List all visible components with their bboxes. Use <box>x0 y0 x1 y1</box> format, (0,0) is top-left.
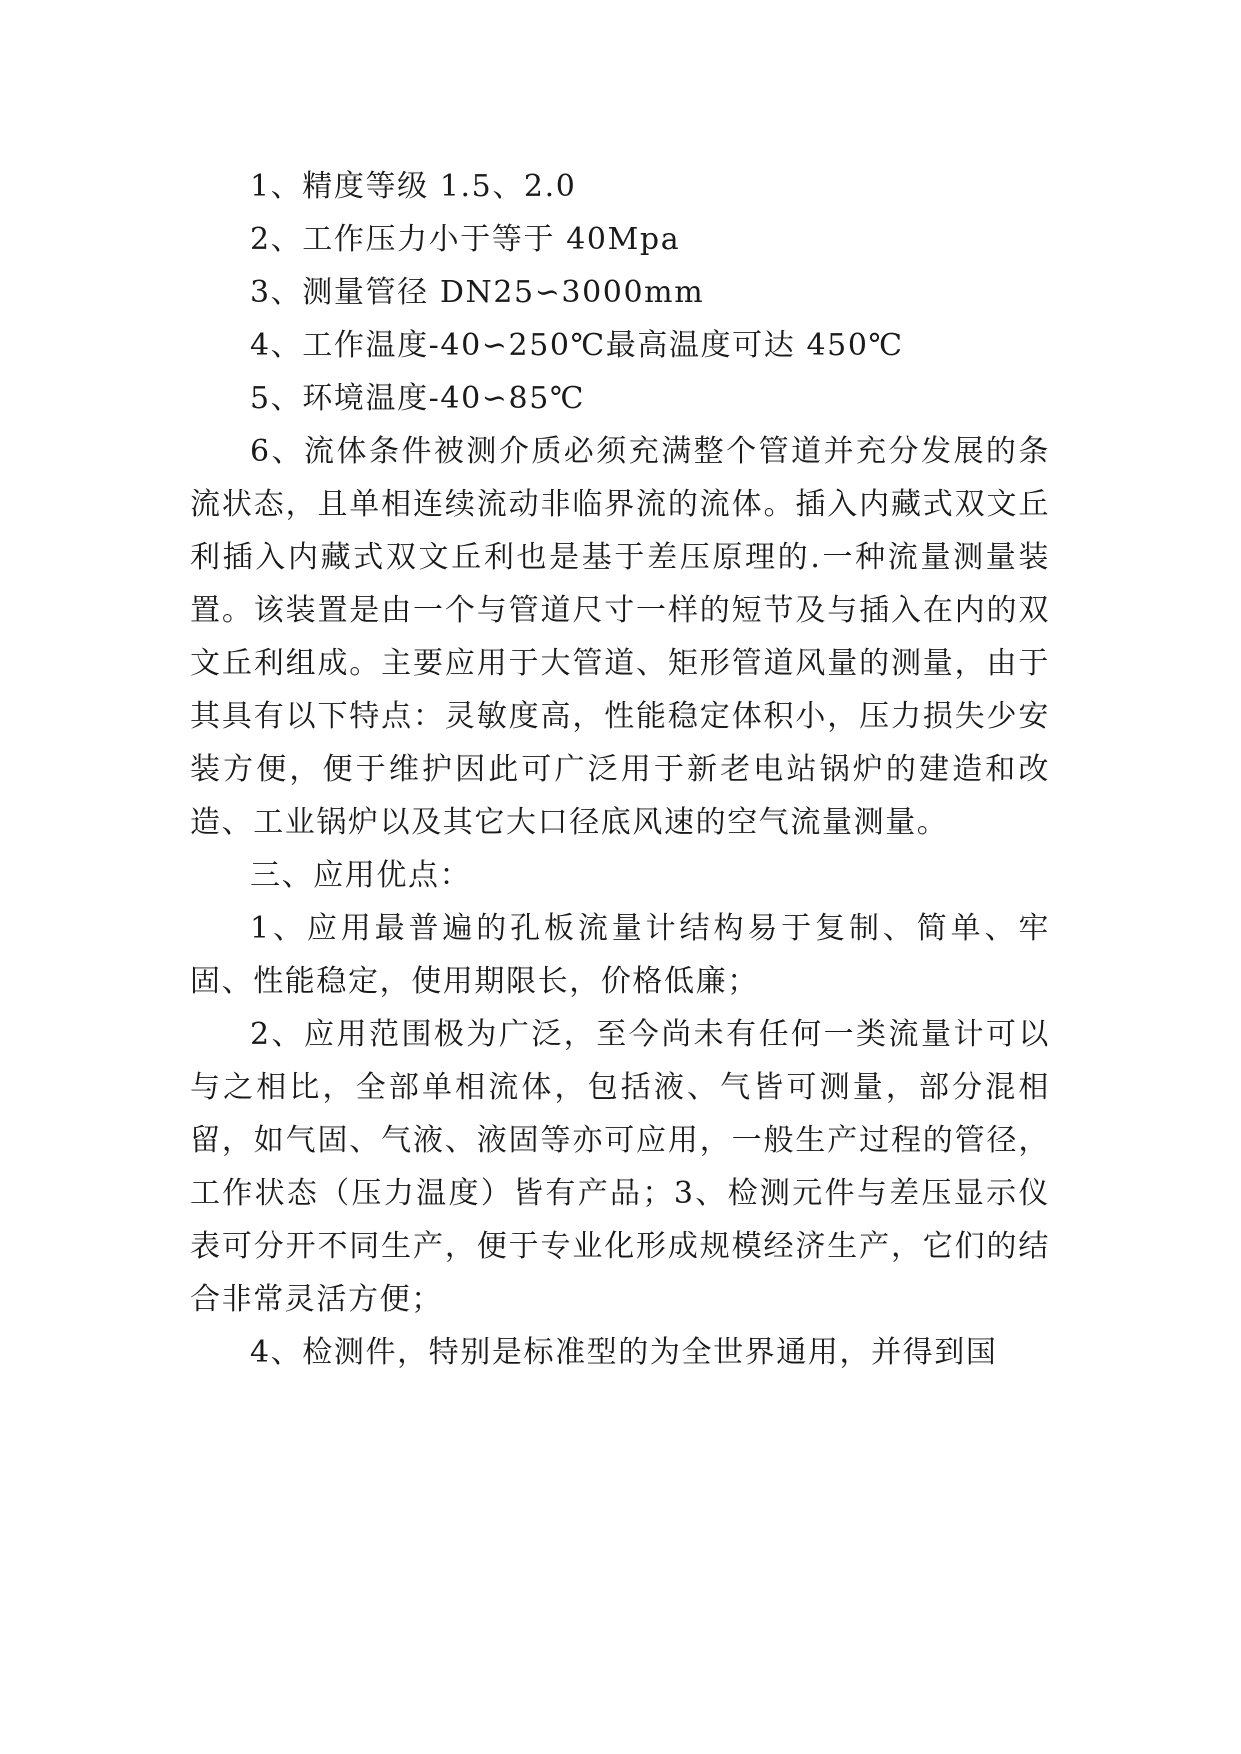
spec-item-fluid-conditions: 6、流体条件被测介质必须充满整个管道并充分发展的条流状态，且单相连续流动非临界流的流体。插入内藏式双文丘利插入内藏式双文丘利也是基于差压原理的.一种流量测量装置。该装置是由一个与管道尺寸一样的短节及与插入在内的双文丘利组成。主要应用于大管道、矩形管道风量的测量，由于其具有以下特点：灵敏度高，性能稳定体积小，压力损失少安装方便，便于维护因此可广泛用于新老电站锅炉的建造和改造、工业锅炉以及其它大口径底风速的空气流量测量。 <box>190 434 1050 840</box>
spec-item-working-temperature: 4、工作温度-40∽250℃最高温度可达 450℃ <box>250 328 904 363</box>
spec-item-pressure: 2、工作压力小于等于 40Mpa <box>250 222 681 257</box>
advantage-item-4: 4、检测件，特别是标准型的为全世界通用，并得到国 <box>250 1335 998 1370</box>
advantage-item-1: 1、应用最普遍的孔板流量计结构易于复制、简单、牢固、性能稳定，使用期限长，价格低廉； <box>190 911 1050 999</box>
spec-item-ambient-temperature: 5、环境温度-40∽85℃ <box>250 381 586 416</box>
document-body <box>190 160 1050 1379</box>
spec-item-accuracy: 1、精度等级 1.5、2.0 <box>250 169 577 204</box>
section-heading-advantages: 三、应用优点： <box>250 858 472 893</box>
spec-item-pipe-diameter: 3、测量管径 DN25∽3000mm <box>250 275 705 310</box>
advantage-item-2-3: 2、应用范围极为广泛，至今尚未有任何一类流量计可以与之相比，全部单相流体，包括液、气皆可测量，部分混相留，如气固、气液、液固等亦可应用，一般生产过程的管径，工作状态（压力温度）皆有产品；3、检测元件与差压显示仪表可分开不同生产，便于专业化形成规模经济生产，它们的结合非常灵活方便； <box>190 1017 1050 1317</box>
